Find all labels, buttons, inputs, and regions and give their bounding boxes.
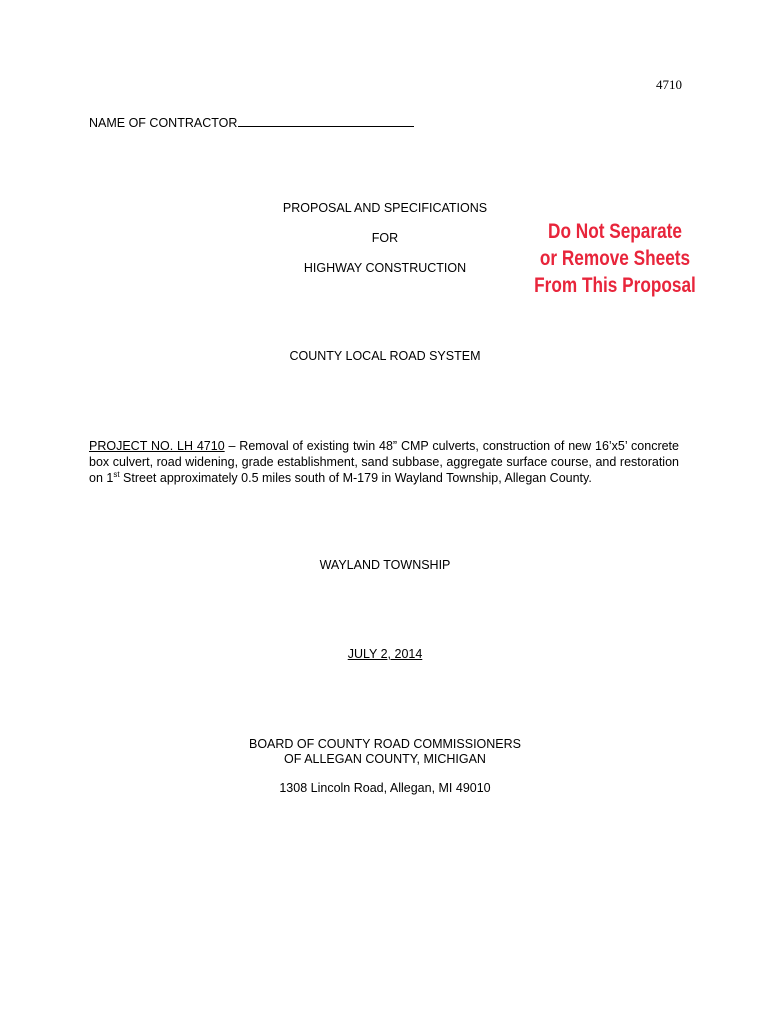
contractor-label: NAME OF CONTRACTOR — [89, 116, 238, 130]
contractor-name-blank — [238, 113, 414, 127]
project-text-part-2: Street approximately 0.5 miles south of M-179 in Wayland Township, Allegan County. — [119, 471, 592, 485]
proposal-date-text: JULY 2, 2014 — [347, 647, 423, 661]
heading-proposal: PROPOSAL AND SPECIFICATIONS — [282, 201, 488, 215]
board-name-line-2: OF ALLEGAN COUNTY, MICHIGAN — [284, 752, 486, 766]
board-address: 1308 Lincoln Road, Allegan, MI 49010 — [279, 781, 491, 795]
stamp-line-2: or Remove Sheets — [539, 247, 691, 270]
township-name: WAYLAND TOWNSHIP — [319, 558, 451, 572]
contractor-name-line — [89, 113, 414, 130]
ordinal-superscript: st — [113, 469, 120, 479]
heading-for: FOR — [371, 231, 399, 245]
do-not-separate-stamp — [529, 218, 701, 299]
project-text-part-1: – Removal of existing twin 48” CMP culverts, construction of new 16’x5’ concrete box culvert, road widening, grade establishment, sand subbase, aggregate surface course, and restoration on 1 — [89, 439, 679, 485]
project-number: PROJECT NO. LH 4710 — [89, 439, 225, 453]
stamp-line-1: Do Not Separate — [548, 220, 682, 243]
document-number: 4710 — [656, 77, 682, 92]
stamp-line-3: From This Proposal — [534, 274, 696, 297]
board-name-line-1: BOARD OF COUNTY ROAD COMMISSIONERS — [248, 737, 521, 751]
heading-road-system: COUNTY LOCAL ROAD SYSTEM — [289, 349, 481, 363]
proposal-date — [185, 647, 585, 661]
project-description — [89, 438, 679, 486]
heading-construction: HIGHWAY CONSTRUCTION — [303, 261, 467, 275]
